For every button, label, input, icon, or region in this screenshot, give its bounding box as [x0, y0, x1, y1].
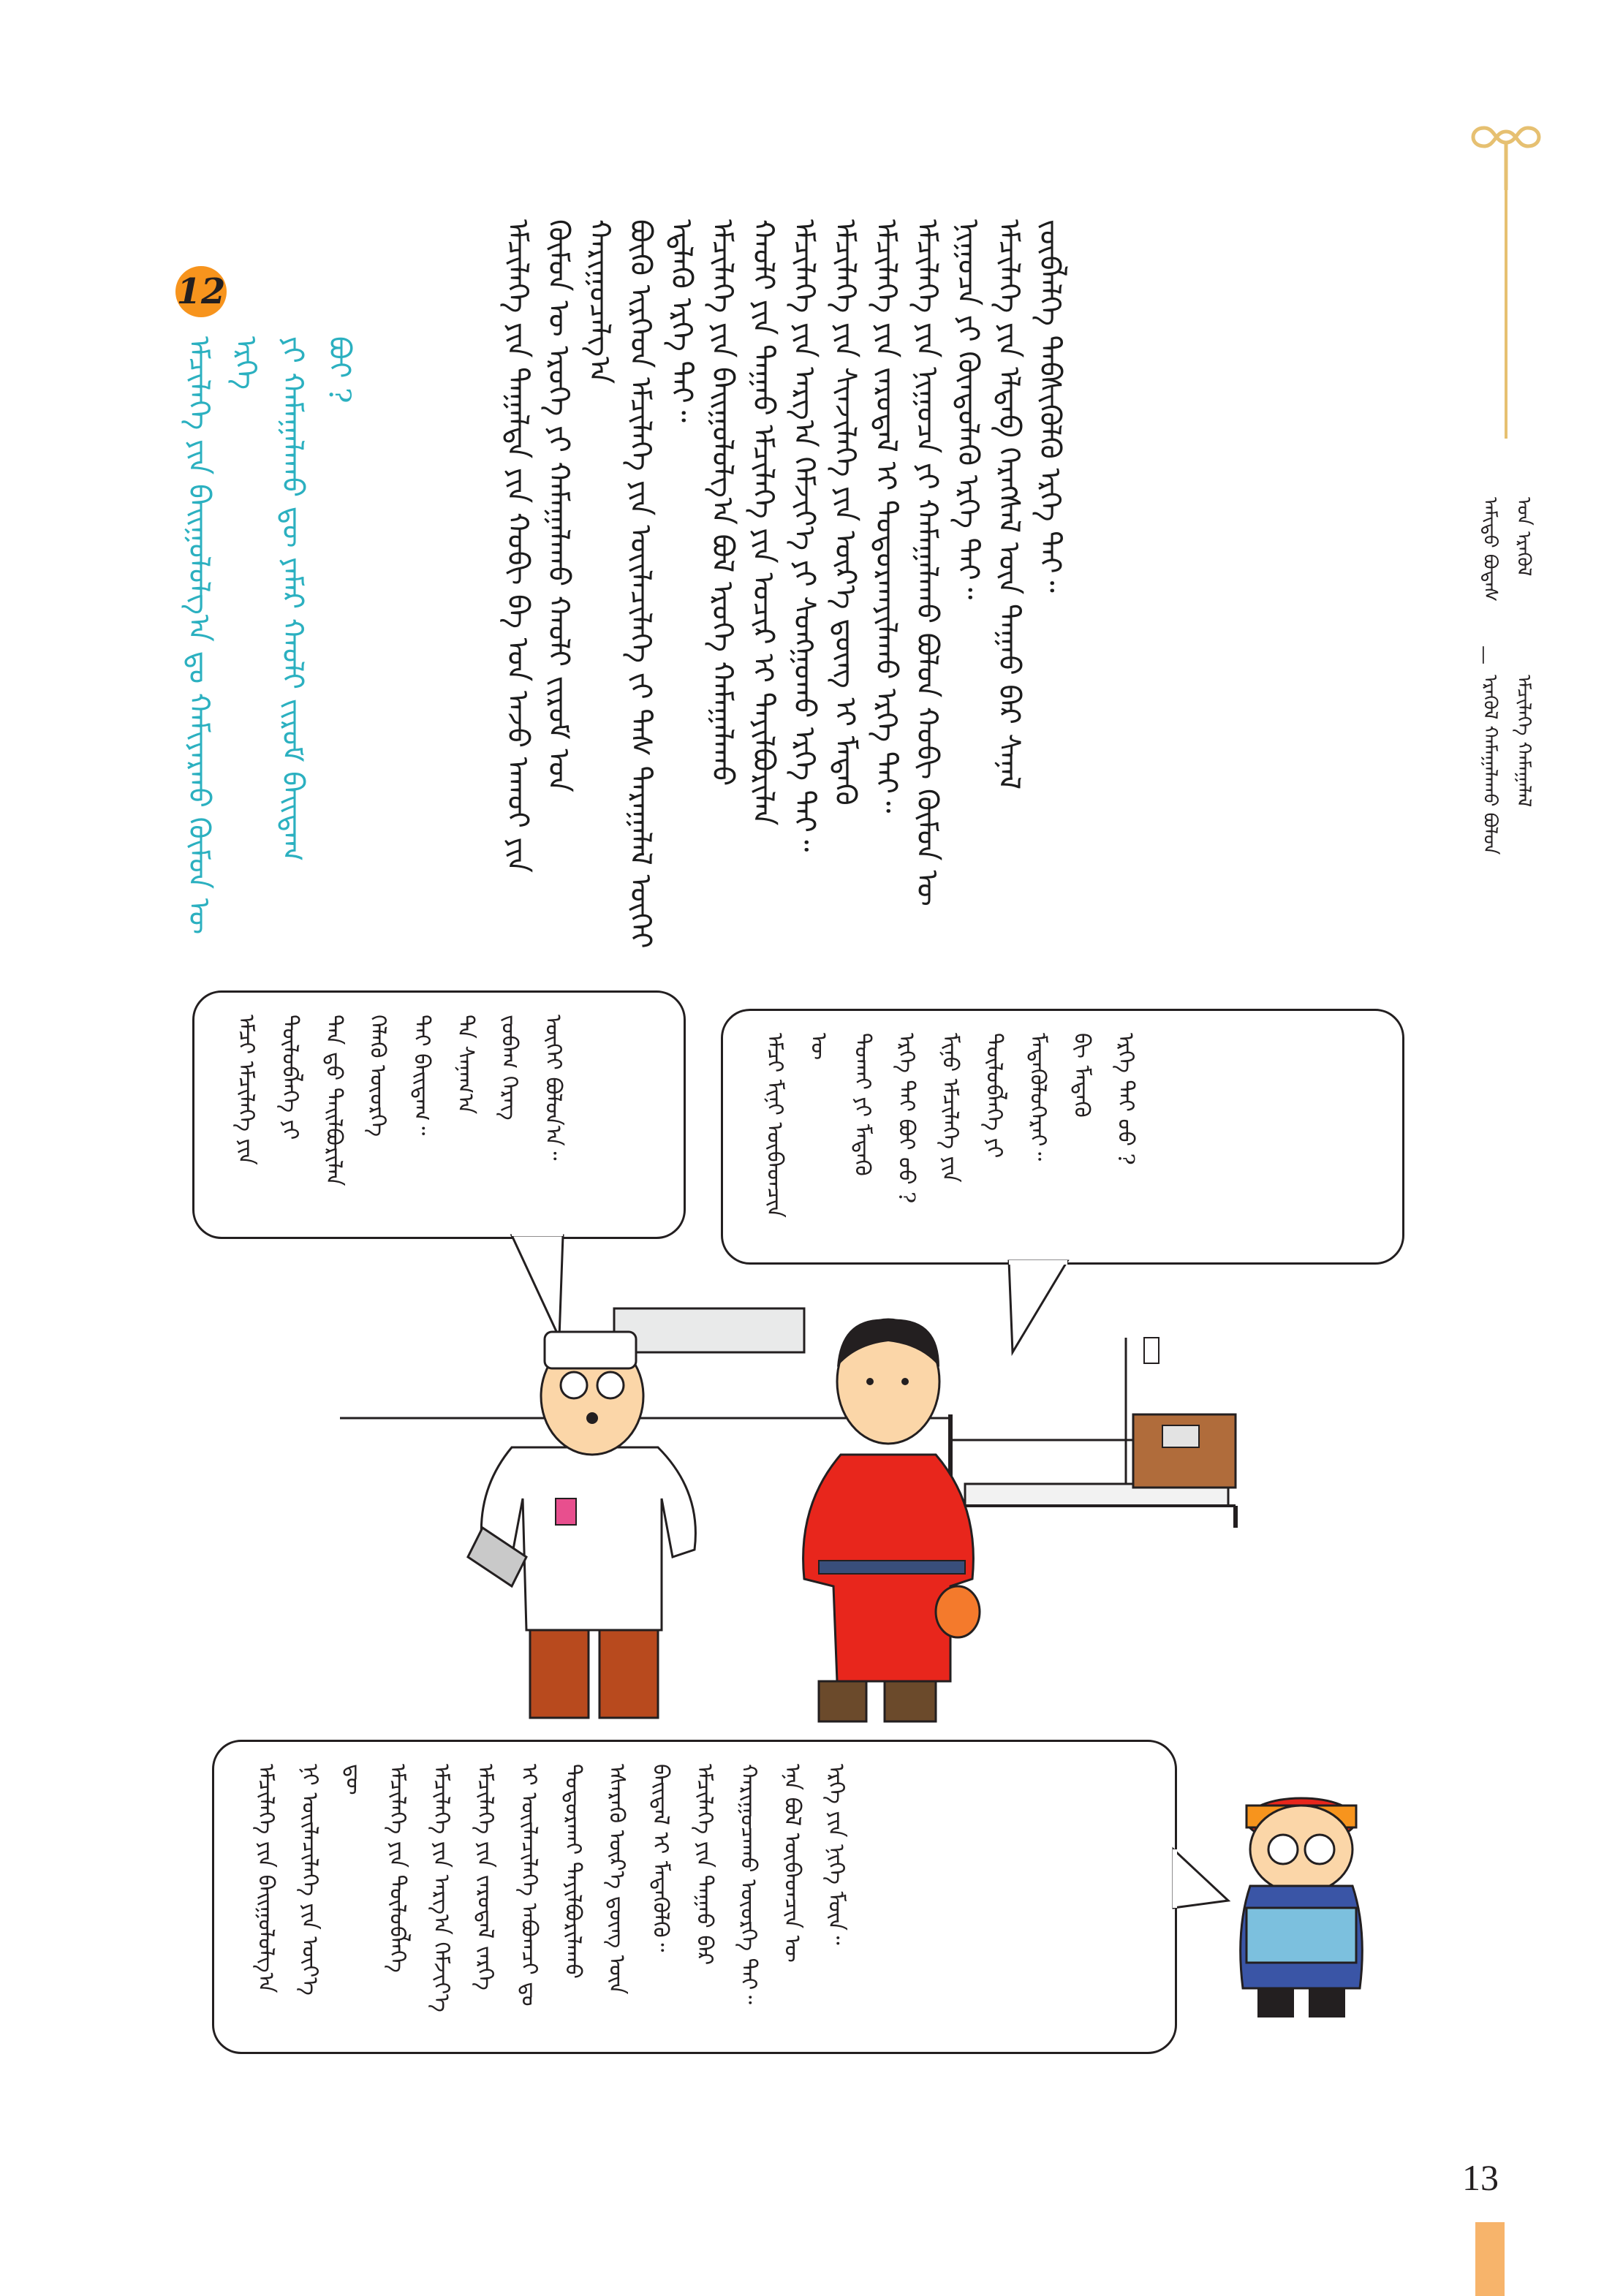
main-body-text [497, 219, 1316, 965]
bubble-line: ᠪᠠᠢᠳᠠᠯ ᠢ ᠮᠡᠳᠡᠭᠦᠯᠬᠦ᠃ [648, 1764, 673, 1952]
main-line: ᠡᠮᠴᠢᠯᠡᠭᠡ ᠶᠢᠨ ᠪᠠᠢᠭᠤᠯᠤᠯᠭ᠎ᠠ ᠪᠣᠯ ᠡᠷᠦᠬᠡ ᠬᠠᠮᠠᠭᠠᠯᠠᠬᠤ [705, 219, 739, 787]
bubble-line: ᠡᠰᠡᠷᠡᠭᠦ ᠦᠷ᠎ᠡ ᠳ᠋ᠦᠩ ᠦᠨ [604, 1764, 629, 1995]
question-number-badge: 12 [175, 266, 227, 317]
page-edge-tab [1475, 2222, 1505, 2296]
bubble-line: ᠡᠮᠴᠢᠯᠡᠭᠡ ᠶᠢᠨ ᠲᠥᠯᠦᠪᠯᠡᠭᠡ [385, 1764, 410, 1973]
speech-bubble-man [721, 1009, 1404, 1265]
patient-figure [803, 1319, 980, 1721]
main-line: ᠡᠮᠴᠢᠯᠡᠭᠡ ᠶᠢᠨ ᠰᠢᠨᠵᠢᠯᠡᠭᠡ ᠶᠢᠨ ᠦᠷ᠎ᠡ ᠳ᠋ᠦᠩ ᠢ ᠮᠡᠳᠡᠬᠦ [828, 219, 862, 806]
bubble-line: ᠨᠢ ᠦᠢᠯᠡᠴᠢᠯᠡᠭᠡ ᠶᠢᠨ ᠦᠶ᠎ᠡ ᠳᠦ [297, 1764, 366, 1996]
main-line: ᠵᠥᠪᠯᠡᠯᠭᠡ ᠳᠡᠪᠰᠢᠭᠦᠯᠬᠦ ᠡᠷᠬᠡ ᠲᠡᠢ᠃ [1033, 219, 1067, 593]
bubble-tail-man [1009, 1261, 1067, 1352]
bubble-line: ᠲᠠᠨ ᠳ᠋ᠤ ᠲᠠᠢᠯᠪᠤᠷᠢᠯᠠᠨ [321, 1015, 347, 1186]
running-header [1473, 497, 1546, 906]
bubble-line: ᠢ ᠦᠢᠯᠡᠴᠢᠯᠡᠭᠡ ᠠᠪᠤᠭᠴᠢ ᠳᠤ [516, 1764, 542, 2007]
bubble-line: ᠡᠷᠬᠡ ᠲᠡᠢ ᠪᠤᠢ ᠤᠤ ? [893, 1033, 919, 1204]
bubble-line: ᠡᠮᠴᠢᠯᠡᠭᠡ ᠶᠢᠨ ᠳᠠᠭᠠᠤ ᠪᠠᠷ [692, 1764, 717, 1966]
bubble-line: ᠡᠮᠴᠢ ᠮᠢᠨᠢ ᠥᠪᠡᠳᠴᠢᠨ ᠦ [762, 1033, 831, 1218]
question-line: ᠶᠢ ᠬᠠᠮᠠᠭᠠᠯᠠᠬᠤ ᠳᠦ ᠶᠠᠮᠠᠷ ᠬᠠᠤᠯᠢ ᠵᠢᠷᠤᠮ ᠪᠠᠢᠳᠠᠭ [276, 336, 309, 862]
speech-bubble-kid [212, 1740, 1177, 2054]
bubble-line: ᠦᠭᠡᠢ ᠪᠣᠯᠤᠨ᠎ᠠ᠃ [540, 1015, 566, 1161]
main-line: ᠬᠦᠮᠦᠨ ᠦ ᠡᠷᠦᠬᠡ ᠶᠢ ᠬᠠᠮᠠᠭᠠᠯᠠᠬᠤ ᠬᠠᠤᠯᠢ ᠵᠢᠷᠤᠮ ᠤᠨ ᠬᠠᠷᠢᠭᠤᠴᠠᠯᠭ᠎ᠠ [542, 219, 616, 793]
main-line: ᠡᠮᠴᠢᠯᠡᠭᠡ ᠶᠢᠨ ᠡᠯᠳᠡᠪ ᠬᠡᠷᠡᠭᠰᠡᠯ ᠦᠨ ᠳᠠᠭᠠᠤ ᠪᠠᠷ ᠰᠠᠨᠠᠯ [992, 219, 1026, 790]
header-rule [1505, 168, 1507, 439]
bubble-tail-doctor [512, 1235, 563, 1338]
bubble-line: ᠲᠥᠯᠦᠪᠯᠡᠭᠡ ᠶᠢ [277, 1015, 303, 1140]
bubble-line: ᠬᠡᠯᠡᠬᠦ ᠦᠦᠷᠭᠡ [365, 1015, 390, 1137]
kid-reading-figure [1241, 1798, 1363, 2017]
bubble-line: ᠡᠷᠬᠡ ᠲᠡᠢ ᠦᠦ ? [1113, 1033, 1138, 1165]
bubble-line: ᠪᠢ ᠮᠡᠳᠡᠬᠦ [1069, 1033, 1094, 1118]
bubble-line: ᠲᠤᠬᠠᠢ ᠶᠢ ᠮᠡᠳᠡᠬᠦ [850, 1033, 875, 1176]
speech-bubble-doctor [192, 990, 686, 1239]
main-line: ᠪᠦᠬᠦ ᠢᠷᠭᠡᠳ ᠡᠮᠴᠢᠯᠡᠭᠡ ᠶᠢᠨ ᠦᠢᠯᠡᠴᠢᠯᠡᠭᠡ ᠵᠢ ᠳᠡᠰ ᠳᠠᠷᠠᠭᠠᠯᠠᠯ ᠦᠭᠡᠢ [624, 219, 657, 949]
header-subtitle: ᠡᠷᠡᠭᠦᠯ ᠬᠠᠮᠠᠭᠠᠯᠠᠬᠤ ᠪᠣᠯᠤᠨ ᠡᠮᠴᠢᠯᠡᠭᠡ ᠬᠠᠮᠠᠭᠠᠯᠠᠯ [1479, 675, 1535, 855]
main-line: ᠡᠮᠴᠢᠯᠡᠭᠡ ᠶᠢᠨ ᠨᠢᠭᠤᠴᠠ ᠶᠢ ᠬᠠᠮᠠᠭᠠᠯᠠᠬᠤ ᠪᠣᠯᠤᠨ ᠬᠤᠪᠢ ᠬᠦᠮᠦᠨ ᠦ [910, 219, 944, 906]
bubble-line: ᠮᠡᠳᠡᠭᠦᠯᠦᠭᠡᠷᠡᠢ᠃ [1025, 1033, 1051, 1162]
header-title: ᠠᠮᠢᠳᠤ ᠪᠣᠳᠠᠰ ᠤᠨ ᠡᠷᠡᠭᠦᠯ [1479, 497, 1535, 602]
bubble-line: ᠵᠣᠪᠠᠬ ᠬᠡᠷᠡᠭ [496, 1015, 522, 1121]
doctor-figure [468, 1332, 695, 1718]
bubble-line: ᠲᠣᠳᠣᠷᠬᠠᠢ ᠲᠠᠶᠢᠯᠪᠤᠷᠢᠯᠠᠬᠤ [560, 1764, 586, 1979]
bubble-line: ᠮᠢᠨᠤ ᠡᠮᠴᠢᠯᠡᠭᠡ ᠶᠢᠨ [937, 1033, 963, 1183]
bubble-line: ᠡᠮᠴᠢᠯᠡᠭᠡ ᠶᠢᠨ ᠵᠠᠷᠤᠳᠠᠯ ᠵᠡᠷᠭᠡ [472, 1764, 498, 1990]
hospital-bed-icon [950, 1338, 1236, 1528]
main-line: ᠬᠠᠤᠯᠢ ᠶᠢᠨ ᠳᠠᠭᠠᠤ ᠡᠮᠴᠢᠯᠡᠭᠡ ᠶᠢᠨ ᠤᠴᠢᠷ ᠢ ᠲᠠᠶᠢᠯᠪᠤᠷᠢᠯᠠᠨ [746, 219, 780, 826]
bubble-line: ᠡᠷᠬᠡ ᠶᠢᠨ ᠨᠢᠭᠡ ᠮᠥᠨ᠃ [823, 1764, 849, 1945]
bubble-line: ᠲᠡᠢ ᠪᠠᠢᠳᠠᠭ᠃ [409, 1015, 434, 1136]
bubble-line: ᠲᠠ ᠰᠠᠨᠠᠭ᠎ᠠ [453, 1015, 478, 1115]
bubble-line: ᠡᠮᠴᠢ ᠡᠮᠴᠢᠯᠡᠭᠡ ᠶᠢᠨ [233, 1015, 259, 1165]
main-line: ᠡᠳ᠋ᠯᠡᠬᠦ ᠡᠷᠬᠡ ᠲᠡᠢ᠃ [665, 219, 698, 423]
bubble-line: ᠬᠠᠷᠢᠭᠤᠴᠠᠬᠤ ᠦᠦᠷᠭᠡ ᠲᠡᠢ᠃ [735, 1764, 761, 2005]
bubble-line: ᠡᠨᠡ ᠪᠣᠯ ᠥᠪᠡᠳᠴᠢᠨ ᠦ [779, 1764, 805, 1963]
bubble-line: ᠲᠥᠯᠦᠪᠯᠡᠭᠡ ᠶᠢ [981, 1033, 1007, 1159]
bubble-line: ᠡᠮᠴᠢᠯᠡᠭᠡ ᠶᠢᠨ ᠪᠠᠢᠭᠤᠯᠤᠯᠭ᠎ᠠ [253, 1764, 279, 1993]
question-line: ᠡᠮᠴᠢᠯᠡᠭᠡ ᠶᠢᠨ ᠪᠠᠢᠭᠤᠯᠤᠯᠭ᠎ᠠ ᠳᠤ ᠬᠠᠮᠢᠶᠠᠷᠬᠤ ᠬᠦᠮᠦᠨ ᠦ ᠡᠷᠬᠡ [182, 336, 262, 935]
bubble-tail-kid [1173, 1849, 1228, 1908]
question-line: ᠪᠤᠢ ? [322, 336, 356, 403]
question-text [175, 336, 468, 965]
bubble-line: ᠡᠮᠴᠢᠯᠡᠭᠡ ᠶᠢᠨ ᠠᠷᠭ᠎ᠠ ᠬᠡᠮᠵᠢᠶ᠎ᠡ [428, 1764, 454, 2012]
main-line: ᠡᠮᠴᠢᠯᠡᠭᠡ ᠶᠢᠨ ᠳᠠᠭᠠᠯᠲᠠ ᠶᠢᠨ ᠬᠤᠪᠢ ᠪᠠ ᠡᠳ ᠠᠵᠤ ᠠᠬᠤᠢ ᠶᠢᠨ [501, 219, 534, 873]
main-line: ᠨᠢᠭᠤᠴᠠ ᠶᠢ ᠬᠦᠨᠳᠦᠯᠡᠬᠦ ᠡᠷᠬᠡ ᠲᠡᠢ᠃ [951, 219, 985, 600]
main-line: ᠡᠮᠴᠢᠯᠡᠭᠡ ᠶᠢᠨ ᠵᠠᠷᠤᠳᠠᠯ ᠢ ᠲᠣᠳᠣᠷᠬᠠᠶᠢᠯᠠᠬᠤ ᠡᠷᠬᠡ ᠲᠡᠢ᠃ [869, 219, 903, 814]
page-number: 13 [1462, 2157, 1499, 2198]
header-dash: — [1473, 645, 1495, 665]
wall-window [614, 1308, 804, 1352]
main-line: ᠡᠮᠴᠢᠯᠡᠭᠡ ᠶᠢᠨ ᠠᠷᠭ᠎ᠠ ᠬᠡᠮᠵᠢᠶ᠎ᠡ ᠶᠢ ᠰᠣᠩᠭᠣᠬᠤ ᠡᠷᠬᠡ ᠲᠡᠢ᠃ [787, 219, 821, 852]
